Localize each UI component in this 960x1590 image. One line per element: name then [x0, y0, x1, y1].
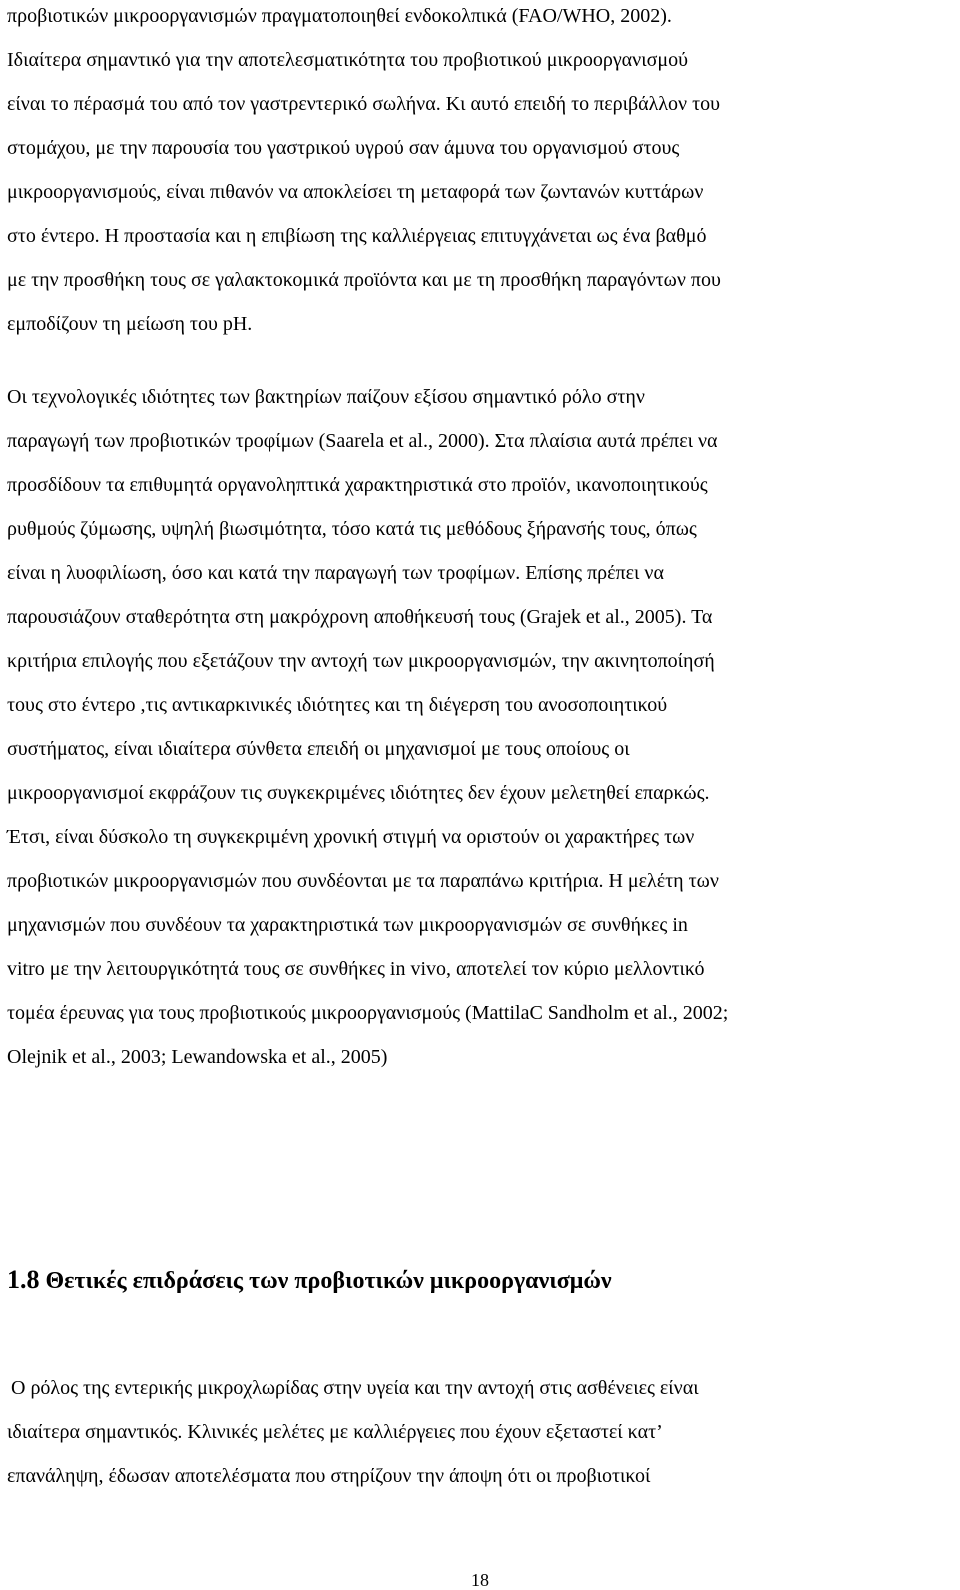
- section-number: 1.8: [7, 1265, 40, 1294]
- text-line: τους στο έντερο ,τις αντικαρκινικές ιδιότητες και τη διέγερση του ανοσοποιητικού: [7, 694, 668, 716]
- text-line: στομάχου, με την παρουσία του γαστρικού υγρού σαν άμυνα του οργανισμού στους: [7, 137, 680, 159]
- text-line: συστήματος, είναι ιδιαίτερα σύνθετα επειδή οι μηχανισμοί με τους οποίους οι: [7, 738, 630, 760]
- text-line: είναι το πέρασμά του από τον γαστρεντερικό σωλήνα. Κι αυτό επειδή το περιβάλλον του: [7, 93, 721, 115]
- text-line: μικροοργανισμοί εκφράζουν τις συγκεκριμένες ιδιότητες δεν έχουν μελετηθεί επαρκώς.: [7, 782, 710, 804]
- text-line: ρυθμούς ζύμωσης, υψηλή βιωσιμότητα, τόσο κατά τις μεθόδους ξήρανσής τους, όπως: [7, 518, 697, 540]
- text-line: είναι η λυοφιλίωση, όσο και κατά την παραγωγή των τροφίμων. Επίσης πρέπει να: [7, 562, 664, 584]
- text-line: vitro με την λειτουργικότητά τους σε συνθήκες in vivo, αποτελεί τον κύριο μελλοντικό: [7, 958, 705, 980]
- text-line: παρουσιάζουν σταθερότητα στη μακρόχρονη αποθήκευσή τους (Grajek et al., 2005). Τα: [7, 606, 713, 628]
- text-line: τομέα έρευνας για τους προβιοτικούς μικροοργανισμούς (MattilaC Sandholm et al., 2002;: [7, 1002, 729, 1024]
- text-line: με την προσθήκη τους σε γαλακτοκομικά προϊόντα και με τη προσθήκη παραγόντων που: [7, 269, 721, 291]
- text-line: προσδίδουν τα επιθυμητά οργανοληπτικά χαρακτηριστικά στο προϊόν, ικανοποιητικούς: [7, 474, 708, 496]
- section-heading: [7, 1266, 612, 1295]
- text-line: Οι τεχνολογικές ιδιότητες των βακτηρίων παίζουν εξίσου σημαντικό ρόλο στην: [7, 386, 645, 408]
- text-line: εμποδίζουν τη μείωση του pH.: [7, 313, 253, 335]
- text-line: μηχανισμών που συνδέουν τα χαρακτηριστικά των μικροοργανισμών σε συνθήκες in: [7, 914, 688, 936]
- text-line: Ο ρόλος της εντερικής μικροχλωρίδας στην υγεία και την αντοχή στις ασθένειες είναι: [11, 1377, 699, 1399]
- text-line: ιδιαίτερα σημαντικός. Κλινικές μελέτες με καλλιέργειες που έχουν εξεταστεί κατ’: [7, 1421, 663, 1443]
- text-line: επανάληψη, έδωσαν αποτελέσματα που στηρίζουν την άποψη ότι οι προβιοτικοί: [7, 1465, 651, 1487]
- text-line: Ιδιαίτερα σημαντικό για την αποτελεσματικότητα του προβιοτικού μικροοργανισμού: [7, 49, 688, 71]
- text-line: στο έντερο. Η προστασία και η επιβίωση της καλλιέργειας επιτυγχάνεται ως ένα βαθμό: [7, 225, 707, 247]
- text-line: μικροοργανισμούς, είναι πιθανόν να αποκλείσει τη μεταφορά των ζωντανών κυττάρων: [7, 181, 704, 203]
- text-line: παραγωγή των προβιοτικών τροφίμων (Saarela et al., 2000). Στα πλαίσια αυτά πρέπει να: [7, 430, 718, 452]
- page-number: 18: [471, 1570, 489, 1590]
- text-line: προβιοτικών μικροοργανισμών πραγματοποιηθεί ενδοκολπικά (FAO/WHO, 2002).: [7, 5, 672, 27]
- text-line: Olejnik et al., 2003; Lewandowska et al., 2005): [7, 1046, 388, 1068]
- text-line: Έτσι, είναι δύσκολο τη συγκεκριμένη χρονική στιγμή να οριστούν οι χαρακτήρες των: [7, 826, 695, 848]
- text-line: προβιοτικών μικροοργανισμών που συνδέονται με τα παραπάνω κριτήρια. Η μελέτη των: [7, 870, 719, 892]
- text-line: κριτήρια επιλογής που εξετάζουν την αντοχή των μικροοργανισμών, την ακινητοποίησή: [7, 650, 715, 672]
- section-title: Θετικές επιδράσεις των προβιοτικών μικροοργανισμών: [45, 1268, 612, 1294]
